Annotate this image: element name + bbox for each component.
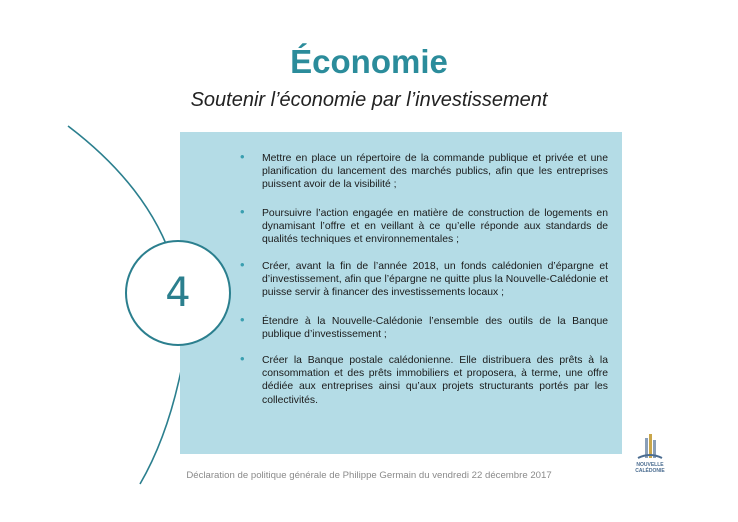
logo-line-2: CALÉDONIE (635, 468, 665, 474)
bullet-dot-icon: • (240, 312, 245, 327)
bullet-dot-icon: • (240, 257, 245, 272)
content-panel (180, 132, 622, 454)
nouvelle-caledonie-logo (632, 432, 668, 478)
section-number: 4 (165, 270, 191, 316)
bullet-text: Créer, avant la fin de l’année 2018, un fonds calédonien d’épargne et d’investissement, afin que l’épargne ne quitte plus la Nouvelle-Calédonie et puisse servir à financer des investissements locaux ; (262, 261, 608, 299)
logo-emblem-icon (632, 432, 668, 462)
bullet-dot-icon: • (240, 204, 245, 219)
bullet-dot-icon: • (240, 149, 245, 164)
bullet-item (240, 204, 608, 247)
logo-line-1: NOUVELLE (636, 462, 664, 468)
bullet-item (240, 257, 608, 300)
section-number-badge (125, 240, 231, 346)
footer-text: Déclaration de politique générale de Philippe Germain du vendredi 22 décembre 2017 (186, 470, 552, 481)
bullet-item (240, 312, 608, 341)
bullet-text: Poursuivre l’action engagée en matière de construction de logements en dynamisant l’offre et en veillant à ce qu’elle réponde aux standards de qualités techniques et environnementales ; (262, 208, 608, 246)
bullet-text: Créer la Banque postale calédonienne. Elle distribuera des prêts à la consommation et des prêts immobiliers et proposera, à terme, une offre dédiée aux entreprises ainsi qu’aux projets structurants portés par les collectivités. (262, 355, 608, 406)
bullet-text: Mettre en place un répertoire de la commande publique et privée et une planification du lancement des marchés publics, afin que les entreprises puissent avoir de la visibilité ; (262, 153, 608, 191)
page-title: Économie (290, 43, 448, 80)
page-subtitle: Soutenir l’économie par l’investissement (190, 89, 548, 111)
bullet-item (240, 149, 608, 192)
bullet-text: Étendre à la Nouvelle-Calédonie l’ensemble des outils de la Banque publique d’investissement ; (262, 316, 608, 341)
bullet-dot-icon: • (240, 351, 245, 366)
bullet-item (240, 351, 608, 407)
